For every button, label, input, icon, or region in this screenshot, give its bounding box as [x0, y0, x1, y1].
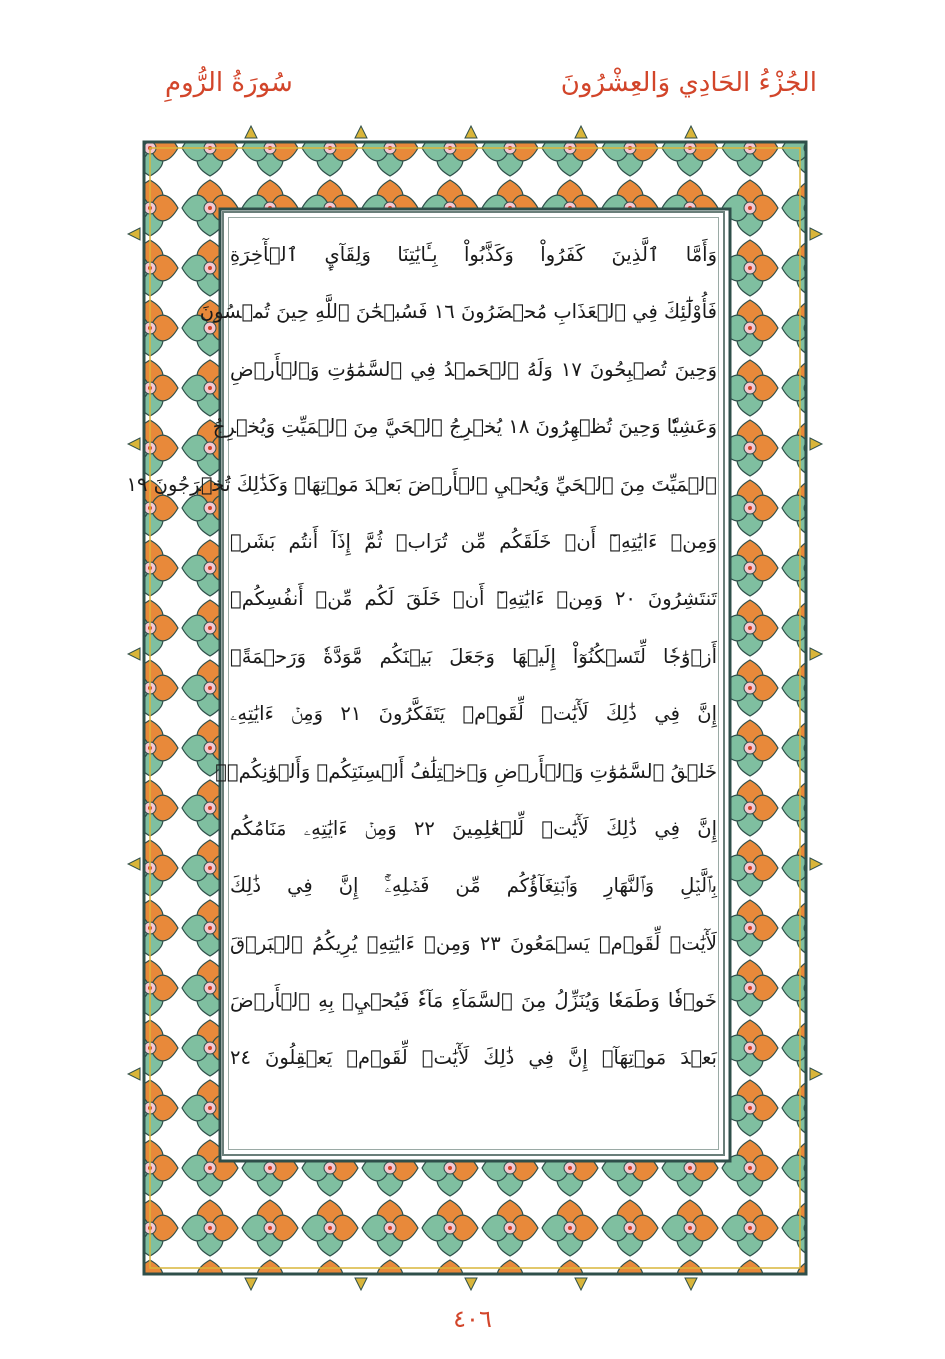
surah-name: سُورَةُ الرُّومِ — [165, 68, 293, 98]
text-line-11: إِنَّ فِي ذَٰلِكَ لَأٓيَٰتٖ لِّلۡعَٰلِمِينَ ٢٢ وَمِنۡ ءَايَٰتِهِۦ مَنَامُكُم — [230, 816, 717, 840]
text-line-2: فَأُوْلَٰٓئِكَ فِي ٱلۡعَذَابِ مُحۡضَرُونَ ١٦ فَسُبۡحَٰنَ ٱللَّهِ حِينَ تُمۡسُونَ — [199, 300, 717, 324]
quran-text-block — [126, 226, 717, 1087]
text-line-10: خَلۡقُ ٱلسَّمَٰوَٰتِ وَٱلۡأَرۡضِ وَٱخۡتِلَٰفُ أَلۡسِنَتِكُمۡ وَأَلۡوَٰنِكُمۡۚ — [215, 759, 717, 783]
text-line-12: بِٱلَّيۡلِ وَٱلنَّهَارِ وَٱبۡتِغَآؤُكُم مِّن فَضۡلِهِۦٓۚ إِنَّ فِي ذَٰلِكَ — [230, 874, 717, 898]
text-line-6: وَمِنۡ ءَايَٰتِهِۦٓ أَنۡ خَلَقَكُم مِّن تُرَابٖ ثُمَّ إِذَآ أَنتُم بَشَرٞ — [230, 529, 717, 553]
page-number: ٤٠٦ — [453, 1305, 492, 1333]
text-line-13: لَأٓيَٰتٖ لِّقَوۡمٖ يَسۡمَعُونَ ٢٣ وَمِنۡ ءَايَٰتِهِۦ يُرِيكُمُ ٱلۡبَرۡقَ — [230, 931, 717, 955]
text-line-3: وَحِينَ تُصۡبِحُونَ ١٧ وَلَهُ ٱلۡحَمۡدُ فِي ٱلسَّمَٰوَٰتِ وَٱلۡأَرۡضِ — [230, 357, 717, 381]
text-line-1: وَأَمَّا ٱلَّذِينَ كَفَرُواْ وَكَذَّبُواْ بِـَٔايَٰتِنَا وَلِقَآيِٕ ٱلۡأٓخِرَةِ — [230, 243, 717, 266]
text-line-8: أَزۡوَٰجٗا لِّتَسۡكُنُوٓاْ إِلَيۡهَا وَجَعَلَ بَيۡنَكُم مَّوَدَّةٗ وَرَحۡمَةًۚ — [230, 644, 717, 668]
text-line-15: بَعۡدَ مَوۡتِهَآۚ إِنَّ فِي ذَٰلِكَ لَأٓيَٰتٖ لِّقَوۡمٖ يَعۡقِلُونَ ٢٤ — [230, 1046, 717, 1070]
page-header — [0, 62, 945, 112]
text-line-7: تَنتَشِرُونَ ٢٠ وَمِنۡ ءَايَٰتِهِۦٓ أَنۡ خَلَقَ لَكُم مِّنۡ أَنفُسِكُمۡ — [230, 587, 717, 611]
juz-name: الجُزْءُ الحَادِي وَالعِشْرُونَ — [560, 68, 817, 98]
text-line-9: إِنَّ فِي ذَٰلِكَ لَأٓيَٰتٖ لِّقَوۡمٖ يَتَفَكَّرُونَ ٢١ وَمِنۡ ءَايَٰتِهِۦ — [230, 702, 717, 726]
text-line-4: وَعَشِيّٗا وَحِينَ تُظۡهِرُونَ ١٨ يُخۡرِجُ ٱلۡحَيَّ مِنَ ٱلۡمَيِّتِ وَيُخۡرِجُ — [212, 415, 717, 439]
text-line-5: ٱلۡمَيِّتَ مِنَ ٱلۡحَيِّ وَيُحۡيِ ٱلۡأَرۡضَ بَعۡدَ مَوۡتِهَاۚ وَكَذَٰلِكَ تُخۡرَجُونَ ١٩ — [126, 472, 717, 496]
text-line-14: خَوۡفٗا وَطَمَعٗا وَيُنَزِّلُ مِنَ ٱلسَّمَآءِ مَآءٗ فَيُحۡيِۦ بِهِ ٱلۡأَرۡضَ — [230, 989, 717, 1013]
